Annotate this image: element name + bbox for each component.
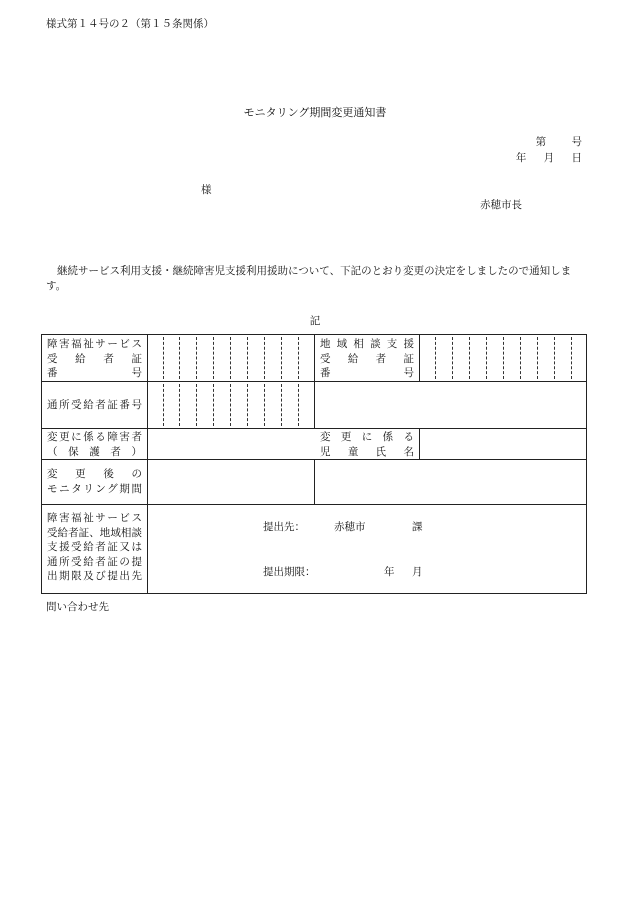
digit-separator <box>163 384 164 426</box>
digit-separator <box>469 337 470 379</box>
digit-separator <box>179 337 180 379</box>
deadline-month: 月 <box>412 566 423 578</box>
digit-separator <box>452 337 453 379</box>
label-column-divider <box>147 335 148 593</box>
digit-separator <box>435 337 436 379</box>
inquiry-label: 問い合わせ先 <box>46 601 109 613</box>
ki-label: 記 <box>309 315 321 327</box>
digit-separator <box>264 384 265 426</box>
document-date-line: 年 月 日 <box>515 152 582 164</box>
submission-deadline-label: 障害福祉サービス 受給者証、地域相談 支援受給者証又は 通所受給者証の提 出期限及び提出先 <box>47 512 142 582</box>
deadline-label: 提出期限： <box>263 566 316 578</box>
middle-column-divider <box>314 335 315 428</box>
notice-body-text: 継続サービス利用支援・継続障害児支援利用援助について、下記のとおり変更の決定をしましたので通知します。 <box>46 265 572 292</box>
right-label-divider <box>419 335 420 381</box>
community-consult-cert-label: 地域相談支援 受給者証 番号 <box>320 338 414 379</box>
guardian-label: 変更に係る障害者 （保護者） <box>47 431 142 458</box>
digit-separator <box>281 337 282 379</box>
digit-separator <box>264 337 265 379</box>
digit-separator <box>213 337 214 379</box>
digit-separator <box>520 337 521 379</box>
digit-separator <box>163 337 164 379</box>
digit-separator <box>196 384 197 426</box>
issuer-name: 赤穂市長 <box>480 199 522 211</box>
digit-separator <box>503 337 504 379</box>
deadline-year: 年 <box>384 566 395 578</box>
submit-to-section: 課 <box>412 521 423 533</box>
row-divider <box>42 504 586 505</box>
digit-separator <box>298 384 299 426</box>
digit-separator <box>230 384 231 426</box>
right-label-divider <box>419 428 420 459</box>
row-divider <box>42 428 586 429</box>
submit-to-city: 赤穂市 <box>334 521 366 533</box>
monitoring-period-label: 変更後の モニタリング期間 <box>47 468 142 495</box>
digit-separator <box>247 337 248 379</box>
digit-separator <box>247 384 248 426</box>
form-number: 様式第１４号の２（第１５条関係） <box>46 18 214 30</box>
child-name-label: 変更に係る 児童氏名 <box>320 431 414 458</box>
document-number-line: 第 号 <box>535 136 582 148</box>
document-title: モニタリング期間変更通知書 <box>243 106 387 119</box>
digit-separator <box>230 337 231 379</box>
addressee-suffix: 様 <box>201 184 212 196</box>
digit-separator <box>486 337 487 379</box>
digit-separator <box>213 384 214 426</box>
notice-table <box>41 334 587 594</box>
digit-separator <box>179 384 180 426</box>
submit-to-label: 提出先： <box>263 521 305 533</box>
disability-service-cert-label: 障害福祉サービス 受給者証 番号 <box>47 338 142 379</box>
digit-separator <box>571 337 572 379</box>
middle-column-divider <box>314 459 315 504</box>
digit-separator <box>196 337 197 379</box>
digit-separator <box>281 384 282 426</box>
day-service-cert-label: 通所受給者証番号 <box>47 399 142 411</box>
digit-separator <box>537 337 538 379</box>
digit-separator <box>554 337 555 379</box>
digit-separator <box>298 337 299 379</box>
